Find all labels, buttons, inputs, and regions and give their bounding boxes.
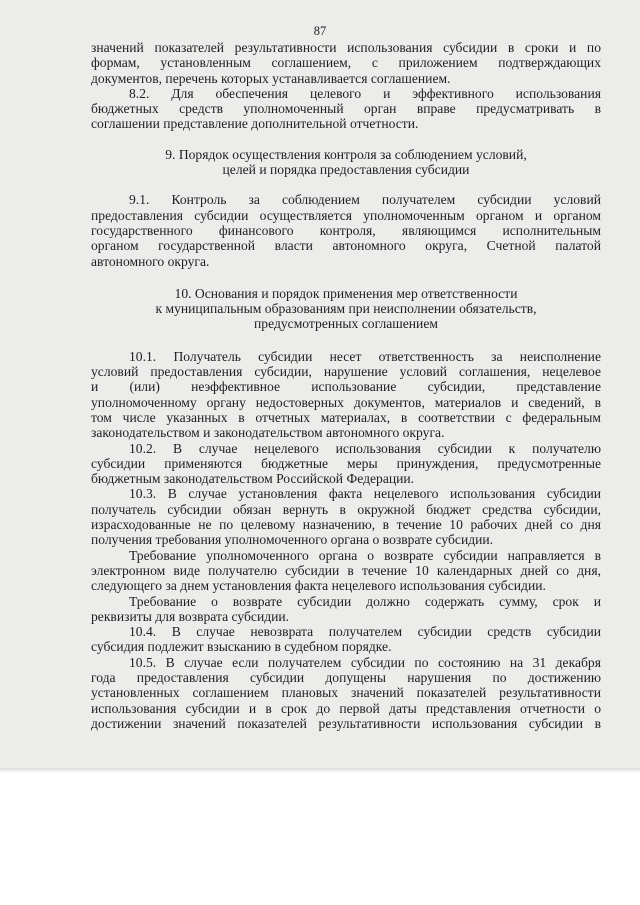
text-line: 10.2. В случае нецелевого использования субсидии к получателю: [129, 440, 601, 456]
text-line: следующего за днем установления факта нецелевого использования субсидии.: [91, 578, 546, 594]
text-line: достижении значений показателей результативности использования субсидии в: [91, 715, 601, 731]
text-line: израсходованные не по целевому назначению, в течение 10 рабочих дней со дня: [91, 517, 601, 533]
text-line: и (или) неэффективное использование субсидии, представление: [91, 379, 601, 395]
text-line: 10.1. Получатель субсидии несет ответственность за неисполнение: [129, 348, 601, 364]
text-line: предоставления субсидии осуществляется уполномоченным органом и органом: [91, 207, 601, 223]
text-line: документов, перечень которых устанавливается соглашением.: [91, 70, 451, 86]
section-heading-10: [91, 286, 601, 332]
document-body: [91, 40, 601, 731]
text-line: государственного финансового контроля, являющимся исполнительным: [91, 222, 601, 238]
text-line: получатель субсидии обязан вернуть в окружной бюджет средства субсидии,: [91, 501, 601, 517]
text-line: формам, установленным соглашением, с приложением подтверждающих: [91, 55, 601, 71]
text-line: бюджетных средств уполномоченный орган вправе предусматривать в: [91, 101, 601, 117]
text-line: электронном виде получателю субсидии в течение 10 календарных дней со дня,: [91, 562, 601, 578]
text-line: субсидии применяются бюджетные меры принуждения, предусмотренные: [91, 455, 601, 471]
text-line: бюджетным законодательством Российской Федерации.: [91, 471, 415, 487]
text-line: реквизиты для возврата субсидии.: [91, 608, 290, 624]
paragraph-10-3: [91, 486, 601, 547]
text-line: соглашении представление дополнительной отчетности.: [91, 116, 419, 132]
text-line: использования субсидии и в срок до первой даты представления отчетности о: [91, 700, 601, 716]
paragraph-10-4: [91, 624, 601, 655]
text-line: органом государственной власти автономного округа, Счетной палатой: [91, 238, 601, 254]
paragraph-10-2: [91, 441, 601, 487]
paragraph-requirement-contents: [91, 594, 601, 625]
heading-line: к муниципальным образованиям при неисполнении обязательств,: [155, 301, 537, 317]
paragraph-9-1: [91, 192, 601, 268]
text-line: 8.2. Для обеспечения целевого и эффективного использования: [129, 85, 601, 101]
page-bottom-edge: [0, 768, 640, 772]
paragraph-continuation: [91, 40, 601, 86]
text-line: уполномоченному органу недостоверных документов, материалов и сведений, в: [91, 394, 601, 410]
text-line: 10.3. В случае установления факта нецелевого использования субсидии: [129, 486, 601, 502]
text-line: автономного округа.: [91, 253, 210, 269]
heading-line: 9. Порядок осуществления контроля за соблюдением условий,: [165, 146, 527, 162]
text-line: субсидия подлежит взысканию в судебном порядке.: [91, 639, 392, 655]
text-line: установленных соглашением плановых значений показателей результативности: [91, 685, 601, 701]
text-line: том числе указанных в отчетных материалах, в соответствии с федеральным: [91, 409, 601, 425]
paragraph-10-1: [91, 349, 601, 441]
text-line: Требование уполномоченного органа о возврате субсидии направляется в: [129, 547, 601, 563]
paragraph-10-5: [91, 655, 601, 731]
text-line: получения требования уполномоченного органа о возврате субсидии.: [91, 532, 494, 548]
text-line: условий предоставления субсидии, нарушение условий соглашения, нецелевое: [91, 364, 601, 380]
heading-line: 10. Основания и порядок применения мер ответственности: [174, 285, 518, 301]
text-line: 10.4. В случае невозврата получателем субсидии средств субсидии: [129, 624, 601, 640]
paragraph-return-requirement: [91, 548, 601, 594]
paragraph-8-2: [91, 86, 601, 132]
heading-line: целей и порядка предоставления субсидии: [222, 162, 470, 178]
text-line: 10.5. В случае если получателем субсидии по состоянию на 31 декабря: [129, 654, 601, 670]
page-number: 87: [313, 24, 327, 38]
section-heading-9: [91, 147, 601, 178]
text-line: года предоставления субсидии допущены нарушения по достижению: [91, 669, 601, 685]
text-line: значений показателей результативности использования субсидии в сроки и по: [91, 40, 601, 55]
text-line: законодательством и законодательством автономного округа.: [91, 425, 445, 441]
heading-line: предусмотренных соглашением: [254, 316, 438, 332]
text-line: 9.1. Контроль за соблюдением получателем субсидии условий: [129, 192, 601, 208]
text-line: Требование о возврате субсидии должно содержать сумму, срок и: [129, 593, 601, 609]
